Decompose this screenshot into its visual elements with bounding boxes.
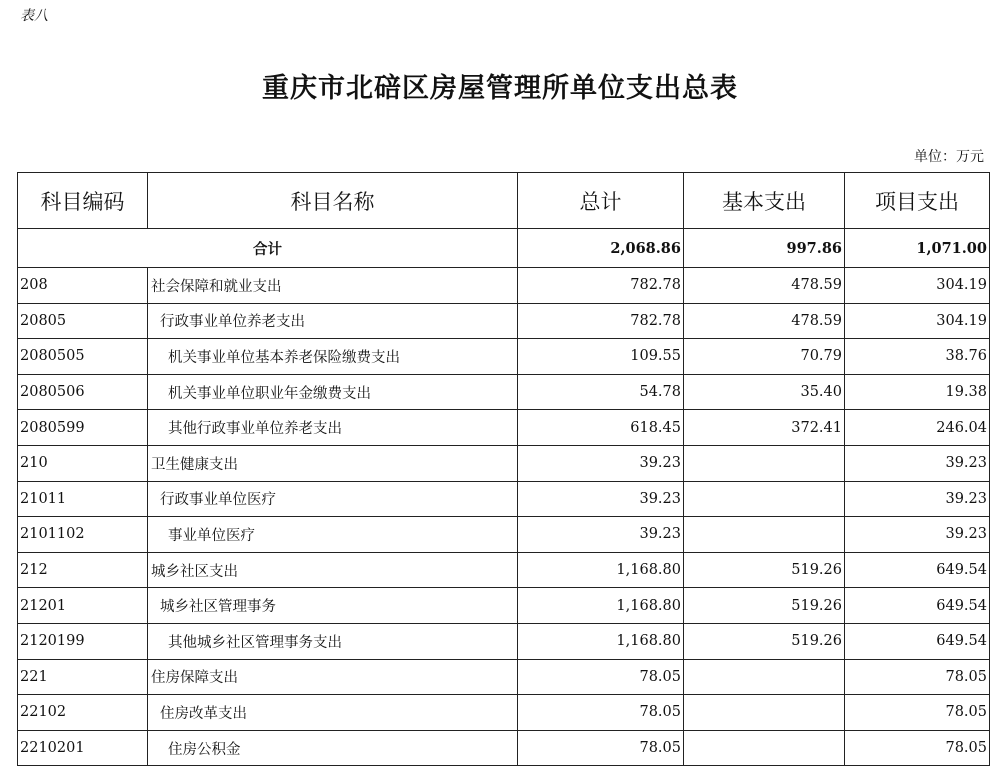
row-code: 2080599 [18, 410, 148, 446]
row-total: 618.45 [518, 410, 684, 446]
row-project: 39.23 [845, 481, 990, 517]
row-basic: 519.26 [684, 588, 845, 624]
row-project: 19.38 [845, 374, 990, 410]
row-name: 城乡社区支出 [148, 552, 518, 588]
total-value: 2,068.86 [518, 229, 684, 268]
header-name: 科目名称 [148, 173, 518, 229]
page-title: 重庆市北碚区房屋管理所单位支出总表 [262, 73, 738, 104]
row-basic: 35.40 [684, 374, 845, 410]
row-name: 其他城乡社区管理事务支出 [148, 623, 518, 659]
table-row [18, 303, 990, 339]
row-name: 机关事业单位基本养老保险缴费支出 [148, 339, 518, 375]
row-code: 22102 [18, 695, 148, 731]
row-name: 其他行政事业单位养老支出 [148, 410, 518, 446]
row-basic [684, 445, 845, 481]
row-name: 社会保障和就业支出 [148, 268, 518, 304]
row-name: 事业单位医疗 [148, 517, 518, 553]
row-name: 卫生健康支出 [148, 445, 518, 481]
table-row [18, 268, 990, 304]
table-row [18, 339, 990, 375]
table-row [18, 659, 990, 695]
expenditure-table [17, 172, 990, 766]
row-code: 212 [18, 552, 148, 588]
row-total: 54.78 [518, 374, 684, 410]
row-code: 21011 [18, 481, 148, 517]
row-basic [684, 481, 845, 517]
table-row [18, 695, 990, 731]
row-name: 行政事业单位医疗 [148, 481, 518, 517]
table-row [18, 374, 990, 410]
row-code: 2120199 [18, 623, 148, 659]
row-total: 782.78 [518, 303, 684, 339]
row-name: 住房保障支出 [148, 659, 518, 695]
row-total: 78.05 [518, 730, 684, 766]
row-code: 2101102 [18, 517, 148, 553]
row-basic [684, 730, 845, 766]
row-project: 39.23 [845, 445, 990, 481]
row-project: 78.05 [845, 695, 990, 731]
row-basic [684, 517, 845, 553]
row-total: 1,168.80 [518, 623, 684, 659]
row-project: 649.54 [845, 623, 990, 659]
table-row [18, 730, 990, 766]
row-basic: 372.41 [684, 410, 845, 446]
row-code: 221 [18, 659, 148, 695]
row-code: 208 [18, 268, 148, 304]
row-total: 39.23 [518, 445, 684, 481]
row-code: 210 [18, 445, 148, 481]
total-label: 合计 [18, 229, 518, 268]
row-project: 38.76 [845, 339, 990, 375]
row-project: 246.04 [845, 410, 990, 446]
row-total: 1,168.80 [518, 552, 684, 588]
table-row [18, 623, 990, 659]
row-total: 78.05 [518, 659, 684, 695]
row-total: 1,168.80 [518, 588, 684, 624]
row-total: 78.05 [518, 695, 684, 731]
row-code: 2080505 [18, 339, 148, 375]
row-project: 78.05 [845, 659, 990, 695]
row-name: 机关事业单位职业年金缴费支出 [148, 374, 518, 410]
row-basic: 519.26 [684, 623, 845, 659]
header-row [18, 173, 990, 229]
row-basic: 478.59 [684, 268, 845, 304]
header-total: 总计 [518, 173, 684, 229]
total-row [18, 229, 990, 268]
row-code: 21201 [18, 588, 148, 624]
row-name: 行政事业单位养老支出 [148, 303, 518, 339]
row-basic [684, 659, 845, 695]
total-project-value: 1,071.00 [845, 229, 990, 268]
row-total: 39.23 [518, 517, 684, 553]
table-row [18, 445, 990, 481]
table-row [18, 481, 990, 517]
row-project: 39.23 [845, 517, 990, 553]
row-project: 304.19 [845, 268, 990, 304]
row-total: 109.55 [518, 339, 684, 375]
row-basic: 519.26 [684, 552, 845, 588]
header-basic: 基本支出 [684, 173, 845, 229]
row-code: 2210201 [18, 730, 148, 766]
row-code: 20805 [18, 303, 148, 339]
header-project: 项目支出 [845, 173, 990, 229]
row-name: 住房改革支出 [148, 695, 518, 731]
table-row [18, 410, 990, 446]
row-project: 304.19 [845, 303, 990, 339]
table-row [18, 552, 990, 588]
row-name: 住房公积金 [148, 730, 518, 766]
unit-label: 单位：万元 [914, 149, 984, 165]
row-total: 782.78 [518, 268, 684, 304]
header-code: 科目编码 [18, 173, 148, 229]
row-project: 649.54 [845, 588, 990, 624]
total-basic-value: 997.86 [684, 229, 845, 268]
table-number-label: 表八 [20, 8, 48, 24]
row-name: 城乡社区管理事务 [148, 588, 518, 624]
table-row [18, 517, 990, 553]
row-code: 2080506 [18, 374, 148, 410]
row-project: 649.54 [845, 552, 990, 588]
table-row [18, 588, 990, 624]
row-project: 78.05 [845, 730, 990, 766]
row-basic [684, 695, 845, 731]
row-basic: 478.59 [684, 303, 845, 339]
row-basic: 70.79 [684, 339, 845, 375]
row-total: 39.23 [518, 481, 684, 517]
